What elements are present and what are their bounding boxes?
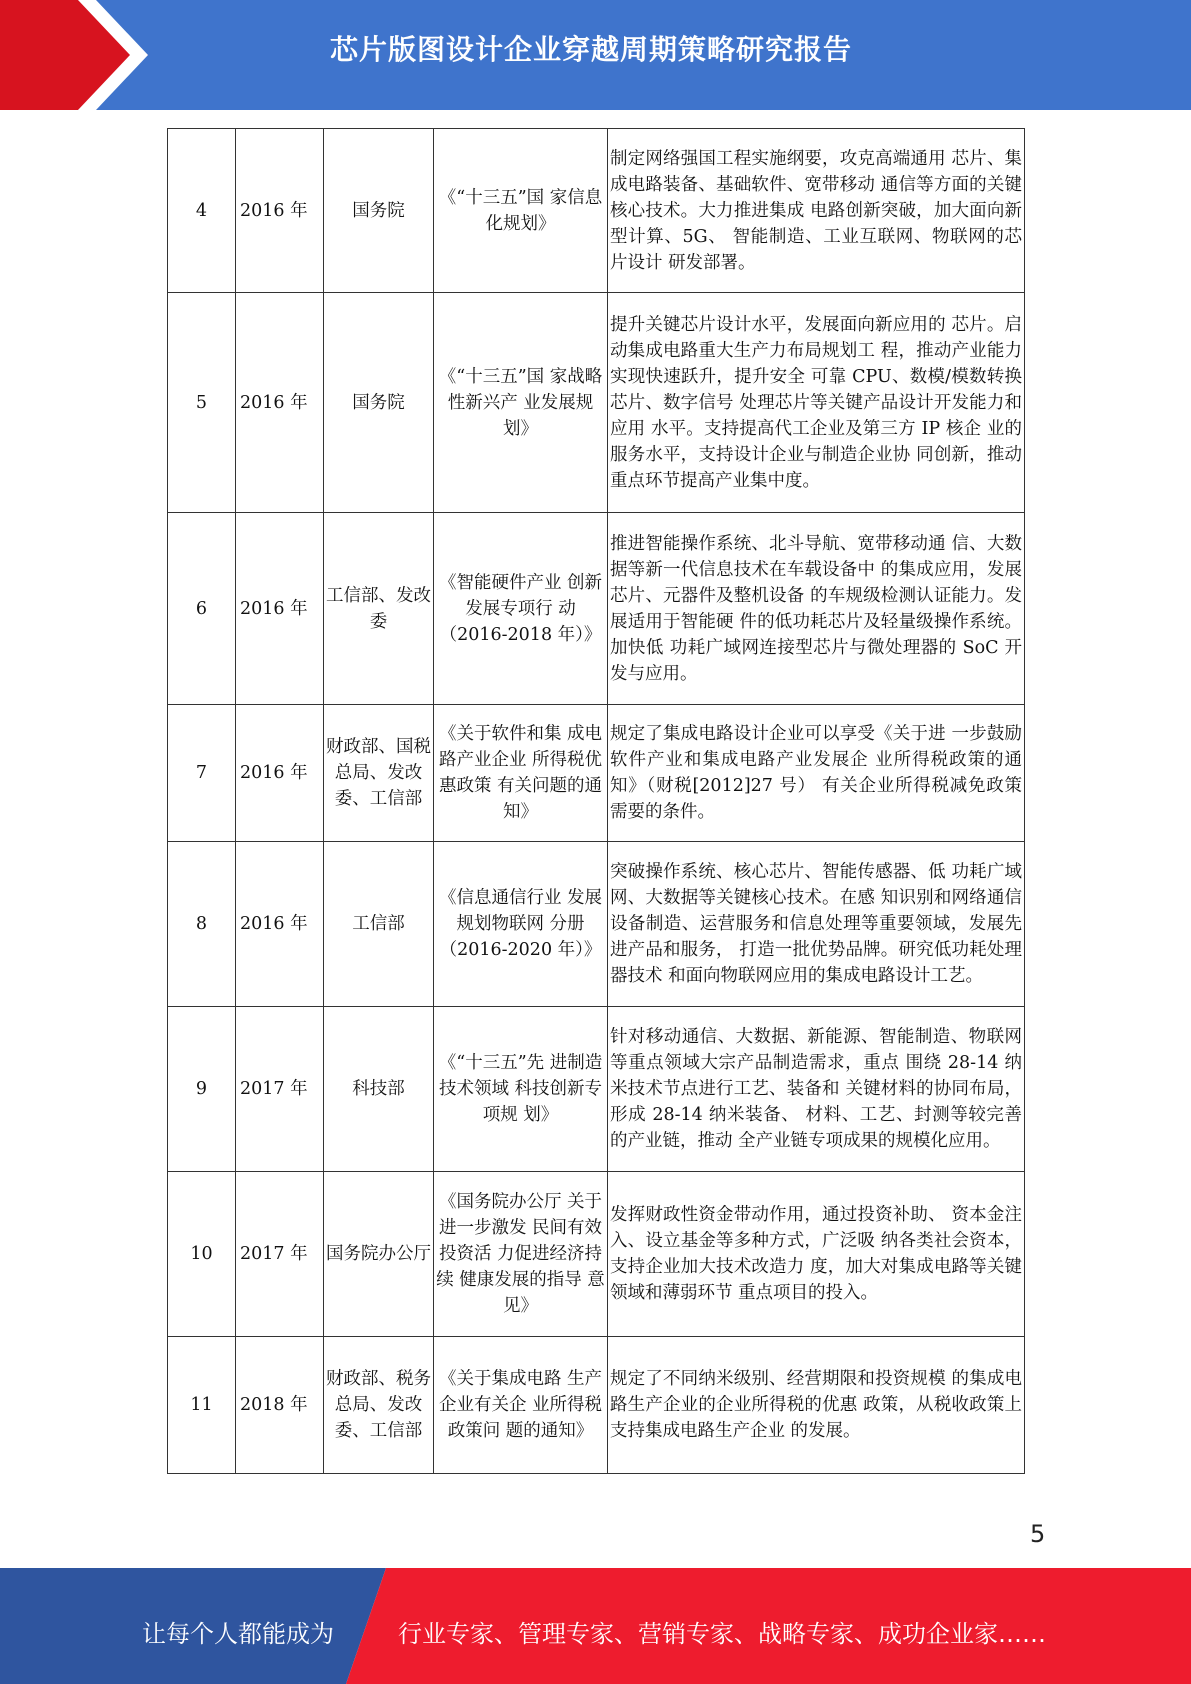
row-content: 提升关键芯片设计水平，发展面向新应用的 芯片。启动集成电路重大生产力布局规划工 程，推动产业能力实现快速跃升，提升安全 可靠 CPU、数模/模数转换芯片、数字信号 处理芯片等关键产品设计开发能力和应用 水平。支持提高代工企业及第三方 IP 核企 业的服务水平，支持设计企业与制造企业协 同创新，推动重点环节提高产业集中度。 <box>608 293 1025 513</box>
row-document: 《国务院办公厅 关于进一步激发 民间有效投资活 力促进经济持续 健康发展的指导 意见》 <box>434 1172 608 1337</box>
row-department: 国务院办公厅 <box>324 1172 434 1337</box>
table-row <box>168 129 1025 293</box>
table-row <box>168 513 1025 705</box>
row-department: 工信部、发改委 <box>324 513 434 705</box>
page-header <box>0 0 1191 110</box>
row-content: 规定了不同纳米级别、经营期限和投资规模 的集成电路生产企业的企业所得税的优惠 政策，从税收政策上支持集成电路生产企业 的发展。 <box>608 1337 1025 1474</box>
table-row <box>168 842 1025 1007</box>
row-content: 推进智能操作系统、北斗导航、宽带移动通 信、大数据等新一代信息技术在车载设备中 的集成应用，发展芯片、元器件及整机设备 的车规级检测认证能力。发展适用于智能硬 件的低功耗芯片及轻量级操作系统。加快低 功耗广域网连接型芯片与微处理器的 SoC 开发与应用。 <box>608 513 1025 705</box>
policy-table <box>167 128 1025 1474</box>
row-year: 2016 年 <box>236 129 324 293</box>
row-document: 《信息通信行业 发展规划物联网 分册（2016-2020 年）》 <box>434 842 608 1007</box>
row-document: 《“十三五”先 进制造技术领域 科技创新专项规 划》 <box>434 1007 608 1172</box>
row-content: 规定了集成电路设计企业可以享受《关于进 一步鼓励软件产业和集成电路产业发展企 业所得税政策的通知》（财税[2012]27 号） 有关企业所得税减免政策需要的条件。 <box>608 705 1025 842</box>
row-year: 2016 年 <box>236 842 324 1007</box>
row-document: 《智能硬件产业 创新发展专项行 动（2016-2018 年）》 <box>434 513 608 705</box>
row-year: 2016 年 <box>236 705 324 842</box>
row-department: 国务院 <box>324 293 434 513</box>
row-number: 9 <box>168 1007 236 1172</box>
row-year: 2017 年 <box>236 1172 324 1337</box>
row-department: 工信部 <box>324 842 434 1007</box>
row-number: 4 <box>168 129 236 293</box>
row-number: 10 <box>168 1172 236 1337</box>
row-document: 《关于软件和集 成电路产业企业 所得税优惠政策 有关问题的通 知》 <box>434 705 608 842</box>
report-title: 芯片版图设计企业穿越周期策略研究报告 <box>330 33 853 66</box>
table-row <box>168 1337 1025 1474</box>
table-row <box>168 1007 1025 1172</box>
row-document: 《关于集成电路 生产企业有关企 业所得税政策问 题的通知》 <box>434 1337 608 1474</box>
row-document: 《“十三五”国 家信息化规划》 <box>434 129 608 293</box>
row-number: 7 <box>168 705 236 842</box>
row-number: 6 <box>168 513 236 705</box>
footer-slogan-right: 行业专家、管理专家、营销专家、战略专家、成功企业家…… <box>398 1620 1046 1648</box>
row-content: 发挥财政性资金带动作用，通过投资补助、 资本金注入、设立基金等多种方式，广泛吸 纳各类社会资本，支持企业加大技术改造力 度，加大对集成电路等关键领域和薄弱环节 重点项目的投入。 <box>608 1172 1025 1337</box>
row-department: 财政部、税务总局、发改委、工信部 <box>324 1337 434 1474</box>
row-year: 2016 年 <box>236 293 324 513</box>
row-department: 财政部、国税总局、发改委、工信部 <box>324 705 434 842</box>
row-content: 针对移动通信、大数据、新能源、智能制造、物联网等重点领域大宗产品制造需求，重点 围绕 28-14 纳米技术节点进行工艺、装备和 关键材料的协同布局，形成 28-14 纳米装备、 材料、工艺、封测等较完善的产业链，推动 全产业链专项成果的规模化应用。 <box>608 1007 1025 1172</box>
table-row <box>168 293 1025 513</box>
table-row <box>168 705 1025 842</box>
table-row <box>168 1172 1025 1337</box>
row-department: 科技部 <box>324 1007 434 1172</box>
row-year: 2016 年 <box>236 513 324 705</box>
row-content: 制定网络强国工程实施纲要，攻克高端通用 芯片、集成电路装备、基础软件、宽带移动 通信等方面的关键核心技术。大力推进集成 电路创新突破，加大面向新型计算、5G、 智能制造、工业互联网、物联网的芯片设计 研发部署。 <box>608 129 1025 293</box>
row-number: 8 <box>168 842 236 1007</box>
row-number: 5 <box>168 293 236 513</box>
footer-slogan-left: 让每个人都能成为 <box>142 1620 334 1648</box>
row-content: 突破操作系统、核心芯片、智能传感器、低 功耗广域网、大数据等关键核心技术。在感 知识别和网络通信设备制造、运营服务和信息处理等重要领域，发展先进产品和服务， 打造一批优势品牌。研究低功耗处理器技术 和面向物联网应用的集成电路设计工艺。 <box>608 842 1025 1007</box>
row-year: 2017 年 <box>236 1007 324 1172</box>
row-department: 国务院 <box>324 129 434 293</box>
row-year: 2018 年 <box>236 1337 324 1474</box>
row-number: 11 <box>168 1337 236 1474</box>
page-number: 5 <box>1030 1520 1046 1548</box>
row-document: 《“十三五”国 家战略性新兴产 业发展规划》 <box>434 293 608 513</box>
